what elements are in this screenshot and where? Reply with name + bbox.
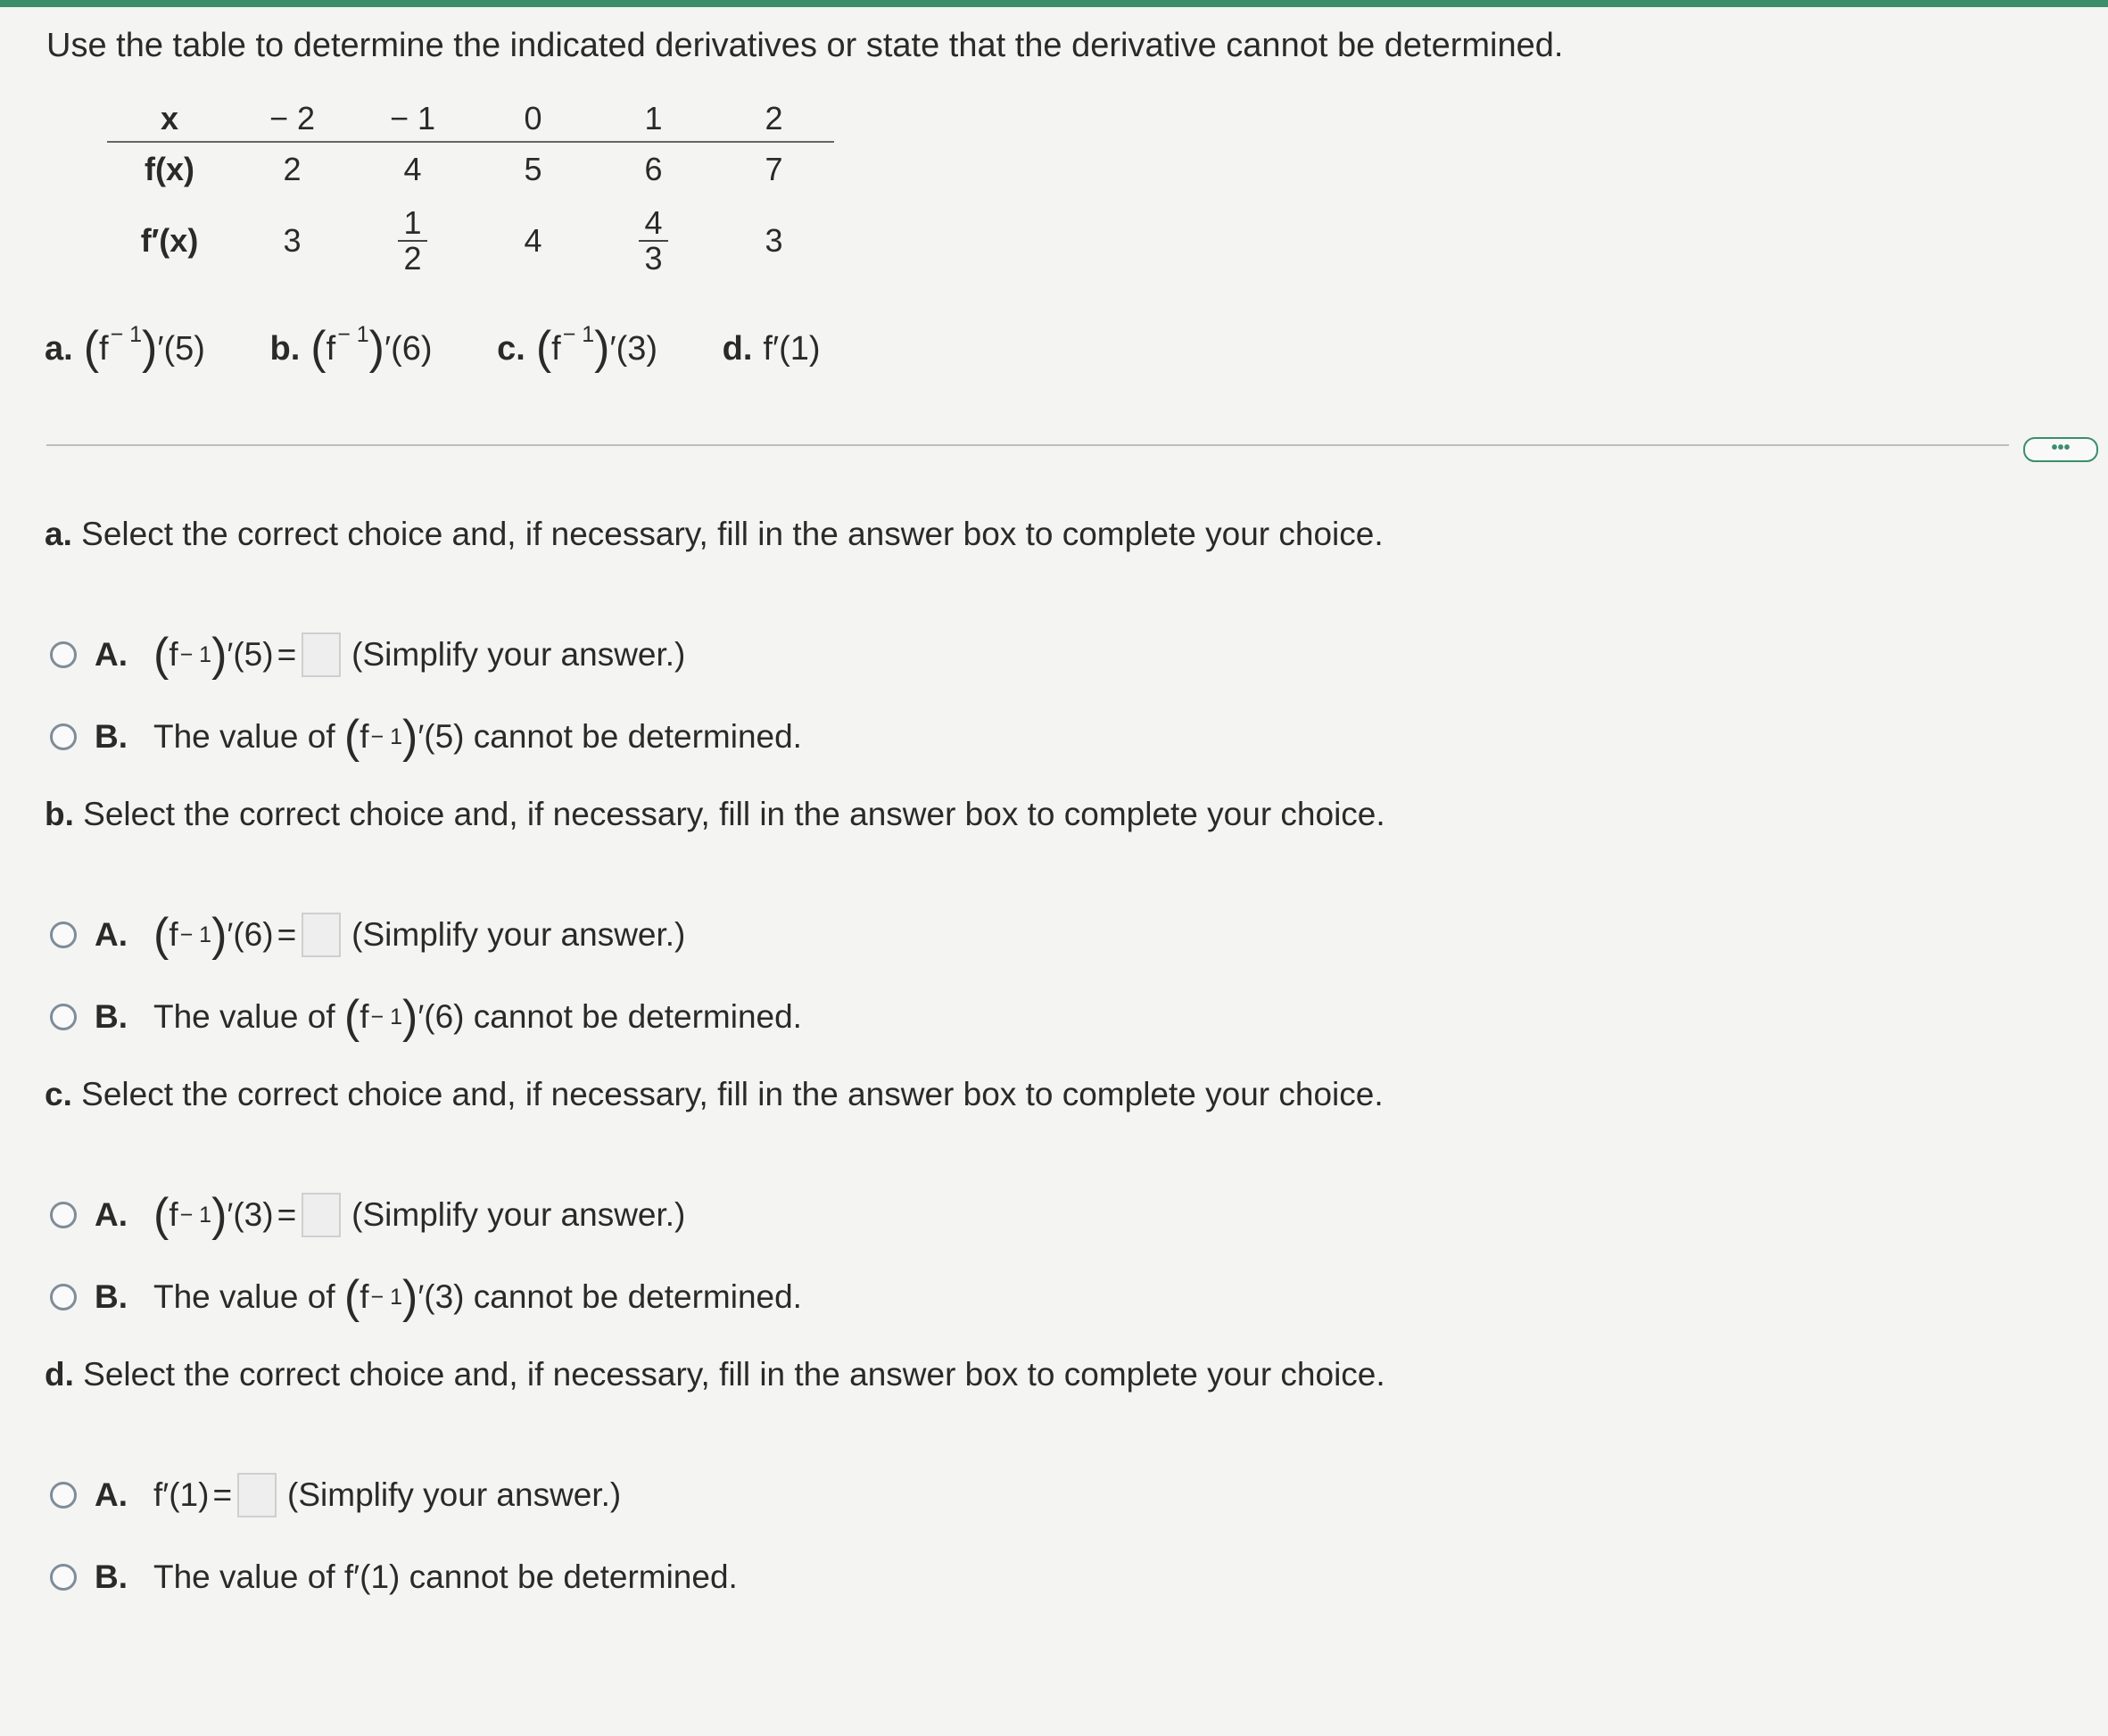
x-cell: 0 <box>473 96 593 142</box>
question-prompt <box>45 1356 1385 1393</box>
equals-sign: = <box>277 1196 297 1233</box>
choice-letter: B. <box>95 718 128 755</box>
choice-letter: A. <box>95 1476 128 1513</box>
fx-cell: 6 <box>644 151 663 187</box>
question-prompt <box>45 1076 1384 1113</box>
part-expr: ′(3) <box>609 330 658 368</box>
part-expr: ′(6) <box>384 330 433 368</box>
answer-box[interactable] <box>237 1473 277 1517</box>
fpx-cell: 3 <box>765 222 783 259</box>
answer-box[interactable] <box>302 913 341 957</box>
part-label: b. <box>269 330 301 368</box>
radio-button[interactable] <box>50 1564 77 1591</box>
question-a <box>45 516 1384 794</box>
question-text: Select the correct choice and, if necessary, fill in the answer box to complete your choice. <box>83 796 1385 832</box>
paren-open: ( <box>153 629 169 681</box>
question-label: b. <box>45 796 74 832</box>
paren-open: ( <box>310 322 327 374</box>
inverse-exponent: − 1 <box>110 322 143 347</box>
x-cell: 1 <box>593 96 714 142</box>
paren-close: ) <box>211 629 227 681</box>
choice-expr: ′(6) <box>227 916 274 953</box>
section-divider <box>46 444 2009 446</box>
fpx-cell: 4 <box>524 222 542 259</box>
fx-cell: 5 <box>524 151 542 187</box>
choice-expr: ′(6) <box>417 998 465 1035</box>
radio-button[interactable] <box>50 1202 77 1228</box>
radio-button[interactable] <box>50 922 77 948</box>
choice-expr: ′(3) <box>417 1278 465 1315</box>
func-f: f <box>551 330 561 368</box>
paren-close: ) <box>401 991 418 1043</box>
denominator: 3 <box>644 240 663 277</box>
answer-box[interactable] <box>302 632 341 677</box>
paren-open: ( <box>153 909 169 961</box>
choice-b[interactable] <box>50 1272 1384 1322</box>
paren-open: ( <box>343 991 360 1043</box>
fpx-cell: 3 <box>283 222 302 259</box>
inverse-exponent: − 1 <box>179 641 212 667</box>
table-row-fpx <box>107 196 834 285</box>
paren-close: ) <box>594 322 610 374</box>
parts-list <box>45 321 876 375</box>
choice-letter: B. <box>95 1558 128 1595</box>
choice-post-text: cannot be determined. <box>473 718 802 755</box>
paren-open: ( <box>343 711 360 763</box>
question-prompt <box>45 796 1385 833</box>
func-f: f <box>169 1196 178 1233</box>
func-f: f <box>360 1278 369 1315</box>
inverse-exponent: − 1 <box>370 723 402 749</box>
radio-button[interactable] <box>50 723 77 750</box>
choice-letter: A. <box>95 1196 128 1233</box>
paren-close: ) <box>142 322 158 374</box>
paren-open: ( <box>343 1271 360 1323</box>
part-label: d. <box>722 330 753 368</box>
choice-pre-text: The value of <box>153 1278 335 1315</box>
fraction <box>398 206 426 276</box>
part-expr: f′(1) <box>763 330 821 368</box>
x-cell: − 1 <box>352 96 473 142</box>
radio-button[interactable] <box>50 1284 77 1310</box>
choice-letter: A. <box>95 916 128 953</box>
question-d <box>45 1356 1385 1634</box>
values-table <box>107 96 834 285</box>
simplify-hint: (Simplify your answer.) <box>351 636 686 673</box>
inverse-exponent: − 1 <box>370 1284 402 1310</box>
table-row-x <box>107 96 834 142</box>
part-b <box>270 321 433 375</box>
paren-open: ( <box>535 322 552 374</box>
choice-b[interactable] <box>50 1552 1385 1602</box>
func-f: f <box>360 718 369 755</box>
question-label: d. <box>45 1356 74 1393</box>
x-cell: 2 <box>714 96 834 142</box>
paren-open: ( <box>83 322 100 374</box>
choice-a[interactable] <box>50 1470 1385 1520</box>
choice-letter: B. <box>95 1278 128 1315</box>
choice-expr: ′(5) <box>417 718 465 755</box>
part-expr: ′(5) <box>157 330 205 368</box>
func-f: f <box>169 916 178 953</box>
question-prompt <box>45 516 1384 553</box>
func-f: f <box>326 330 336 368</box>
choice-expr: ′(3) <box>227 1196 274 1233</box>
paren-close: ) <box>211 909 227 961</box>
paren-close: ) <box>211 1189 227 1241</box>
numerator: 4 <box>639 206 667 242</box>
equals-sign: = <box>277 916 297 953</box>
inverse-exponent: − 1 <box>370 1004 402 1029</box>
choice-expr: ′(5) <box>227 636 274 673</box>
radio-button[interactable] <box>50 1004 77 1030</box>
choice-letter: A. <box>95 636 128 673</box>
question-b <box>45 796 1385 1074</box>
choice-pre-text: The value of <box>153 998 335 1035</box>
choice-a[interactable] <box>50 1190 1384 1240</box>
row-label-x: x <box>107 96 232 142</box>
choice-a[interactable] <box>50 630 1384 680</box>
fx-cell: 2 <box>283 151 302 187</box>
row-label-fx: f(x) <box>145 151 194 187</box>
simplify-hint: (Simplify your answer.) <box>287 1476 622 1513</box>
inverse-exponent: − 1 <box>179 922 212 947</box>
part-label: a. <box>45 330 73 368</box>
question-text: Select the correct choice and, if necessary, fill in the answer box to complete your choice. <box>81 1076 1384 1112</box>
inverse-exponent: − 1 <box>337 322 369 347</box>
func-f: f <box>360 998 369 1035</box>
choice-post-text: cannot be determined. <box>473 998 802 1035</box>
instructions-text: Use the table to determine the indicated derivatives or state that the derivative cannot be determined. <box>46 27 1564 64</box>
part-c <box>497 321 657 375</box>
paren-open: ( <box>153 1189 169 1241</box>
question-c <box>45 1076 1384 1354</box>
choice-b[interactable] <box>50 712 1384 762</box>
choice-text: The value of f′(1) cannot be determined. <box>153 1558 738 1595</box>
radio-button[interactable] <box>50 1482 77 1509</box>
equals-sign: = <box>277 636 297 673</box>
equals-sign: = <box>212 1476 233 1513</box>
choice-letter: B. <box>95 998 128 1035</box>
top-accent-bar <box>0 0 2108 7</box>
denominator: 2 <box>403 240 422 277</box>
part-label: c. <box>497 330 525 368</box>
fpx-cell <box>593 196 714 285</box>
paren-close: ) <box>401 1271 418 1323</box>
choice-post-text: cannot be determined. <box>473 1278 802 1315</box>
numerator: 1 <box>398 206 426 242</box>
choice-pre-text: The value of <box>153 718 335 755</box>
question-text: Select the correct choice and, if necessary, fill in the answer box to complete your choice. <box>83 1356 1385 1393</box>
more-options-button[interactable]: ••• <box>2023 437 2098 462</box>
fx-cell: 4 <box>403 151 422 187</box>
part-a <box>45 321 205 375</box>
fx-cell: 7 <box>765 151 783 187</box>
func-f: f <box>169 636 178 673</box>
question-label: a. <box>45 516 72 552</box>
paren-close: ) <box>368 322 384 374</box>
fpx-cell <box>352 196 473 285</box>
table-row-fx <box>107 142 834 196</box>
choice-b[interactable] <box>50 992 1385 1042</box>
choice-expr: f′(1) <box>153 1476 210 1513</box>
inverse-exponent: − 1 <box>179 1202 212 1228</box>
radio-button[interactable] <box>50 641 77 668</box>
question-text: Select the correct choice and, if necessary, fill in the answer box to complete your choice. <box>81 516 1384 552</box>
choice-a[interactable] <box>50 910 1385 960</box>
answer-box[interactable] <box>302 1193 341 1237</box>
question-label: c. <box>45 1076 72 1112</box>
paren-close: ) <box>401 711 418 763</box>
x-cell: − 2 <box>232 96 352 142</box>
inverse-exponent: − 1 <box>562 322 595 347</box>
simplify-hint: (Simplify your answer.) <box>351 916 686 953</box>
func-f: f <box>99 330 109 368</box>
part-d <box>723 330 821 368</box>
simplify-hint: (Simplify your answer.) <box>351 1196 686 1233</box>
row-label-fpx: f′(x) <box>140 222 199 259</box>
fraction <box>639 206 667 276</box>
